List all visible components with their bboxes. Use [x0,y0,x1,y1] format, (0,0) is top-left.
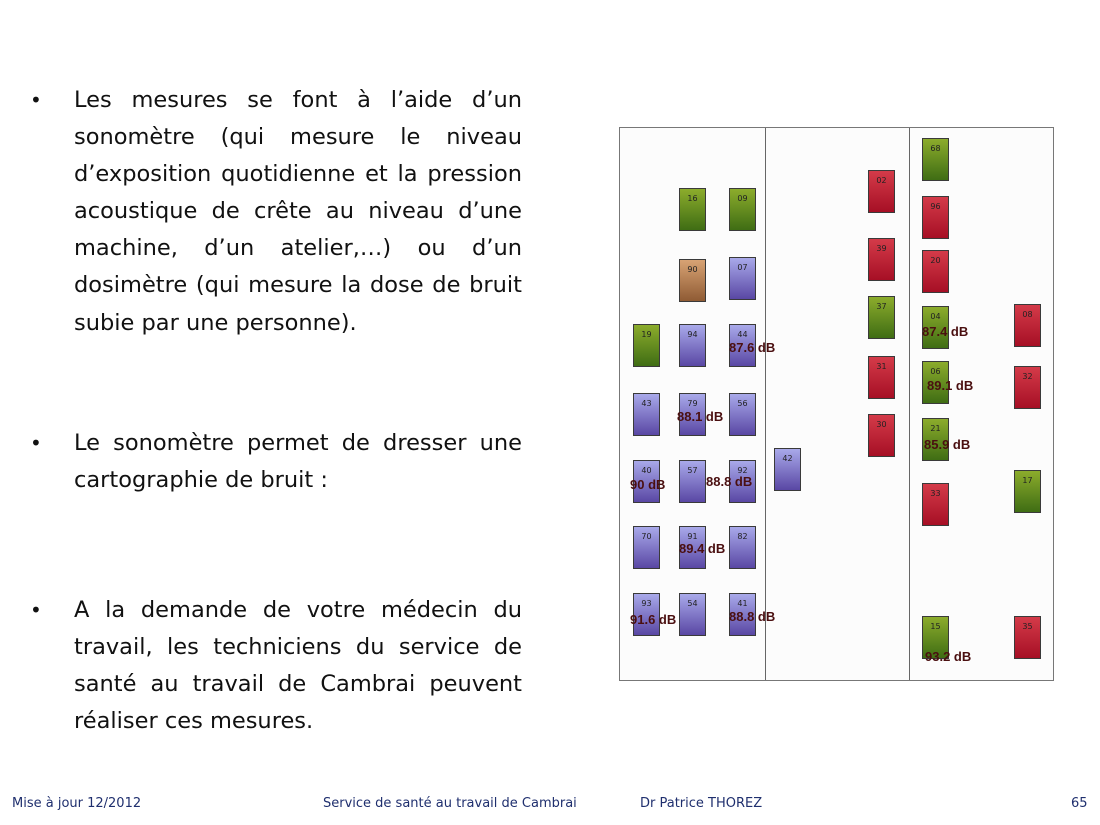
machine-16: 16 [679,188,706,231]
noise-reading: 91.6 dB [630,612,677,627]
machine-19: 19 [633,324,660,367]
noise-reading: 89.4 dB [679,541,726,556]
bullet-measures [30,82,522,342]
machine-44: 44 [729,324,756,367]
bullet-icon: • [30,431,42,455]
machine-68: 68 [922,138,949,181]
machine-31: 31 [868,356,895,399]
footer-page-number: 65 [1071,796,1088,811]
machine-07: 07 [729,257,756,300]
machine-93: 93 [633,593,660,636]
machine-17: 17 [1014,470,1041,513]
machine-35: 35 [1014,616,1041,659]
machine-94: 94 [679,324,706,367]
machine-42: 42 [774,448,801,491]
machine-40: 40 [633,460,660,503]
machine-21: 21 [922,418,949,461]
noise-reading: 87.6 dB [729,340,776,355]
machine-09: 09 [729,188,756,231]
noise-reading: 90 dB [630,477,666,492]
noise-reading: 87.4 dB [922,324,969,339]
machine-79: 79 [679,393,706,436]
noise-reading: 88.8 dB [729,609,776,624]
machine-96: 96 [922,196,949,239]
machine-57: 57 [679,460,706,503]
bullet-text: Le sonomètre permet de dresser une cartographie de bruit : [74,430,522,494]
noise-reading: 85.9 dB [924,437,971,452]
bullet-icon: • [30,598,42,622]
footer-updated: Mise à jour 12/2012 [12,796,142,811]
machine-06: 06 [922,361,949,404]
footer-author: Dr Patrice THOREZ [640,796,763,811]
machine-04: 04 [922,306,949,349]
machine-91: 91 [679,526,706,569]
machine-20: 20 [922,250,949,293]
machine-70: 70 [633,526,660,569]
machine-54: 54 [679,593,706,636]
machine-02: 02 [868,170,895,213]
machine-37: 37 [868,296,895,339]
bullet-request [30,592,522,740]
machine-92: 92 [729,460,756,503]
noise-map [619,127,1054,681]
machine-39: 39 [868,238,895,281]
machine-15: 15 [922,616,949,659]
noise-reading: 88.1 dB [677,409,724,424]
machine-56: 56 [729,393,756,436]
noise-reading: 88.8 dB [706,474,753,489]
bullet-text: Les mesures se font à l’aide d’un sonomètre (qui mesure le niveau d’exposition quotidienne et la pression acoustique de crête au niveau d’une machine, d’un atelier,…) ou d’un dosimètre (qui mesure la dose de bruit subie par une personne). [74,87,522,336]
machine-33: 33 [922,483,949,526]
map-divider [765,128,766,680]
bullet-sonometer [30,425,522,499]
machine-32: 32 [1014,366,1041,409]
bullet-text: A la demande de votre médecin du travail, les techniciens du service de santé au travail de Cambrai peuvent réaliser ces mesures. [74,597,522,735]
machine-30: 30 [868,414,895,457]
bullet-icon: • [30,88,42,112]
noise-reading: 93.2 dB [925,649,972,664]
machine-90: 90 [679,259,706,302]
machine-43: 43 [633,393,660,436]
machine-82: 82 [729,526,756,569]
noise-reading: 89.1 dB [927,378,974,393]
machine-08: 08 [1014,304,1041,347]
machine-41: 41 [729,593,756,636]
footer-service: Service de santé au travail de Cambrai [323,796,577,811]
map-divider [909,128,910,680]
